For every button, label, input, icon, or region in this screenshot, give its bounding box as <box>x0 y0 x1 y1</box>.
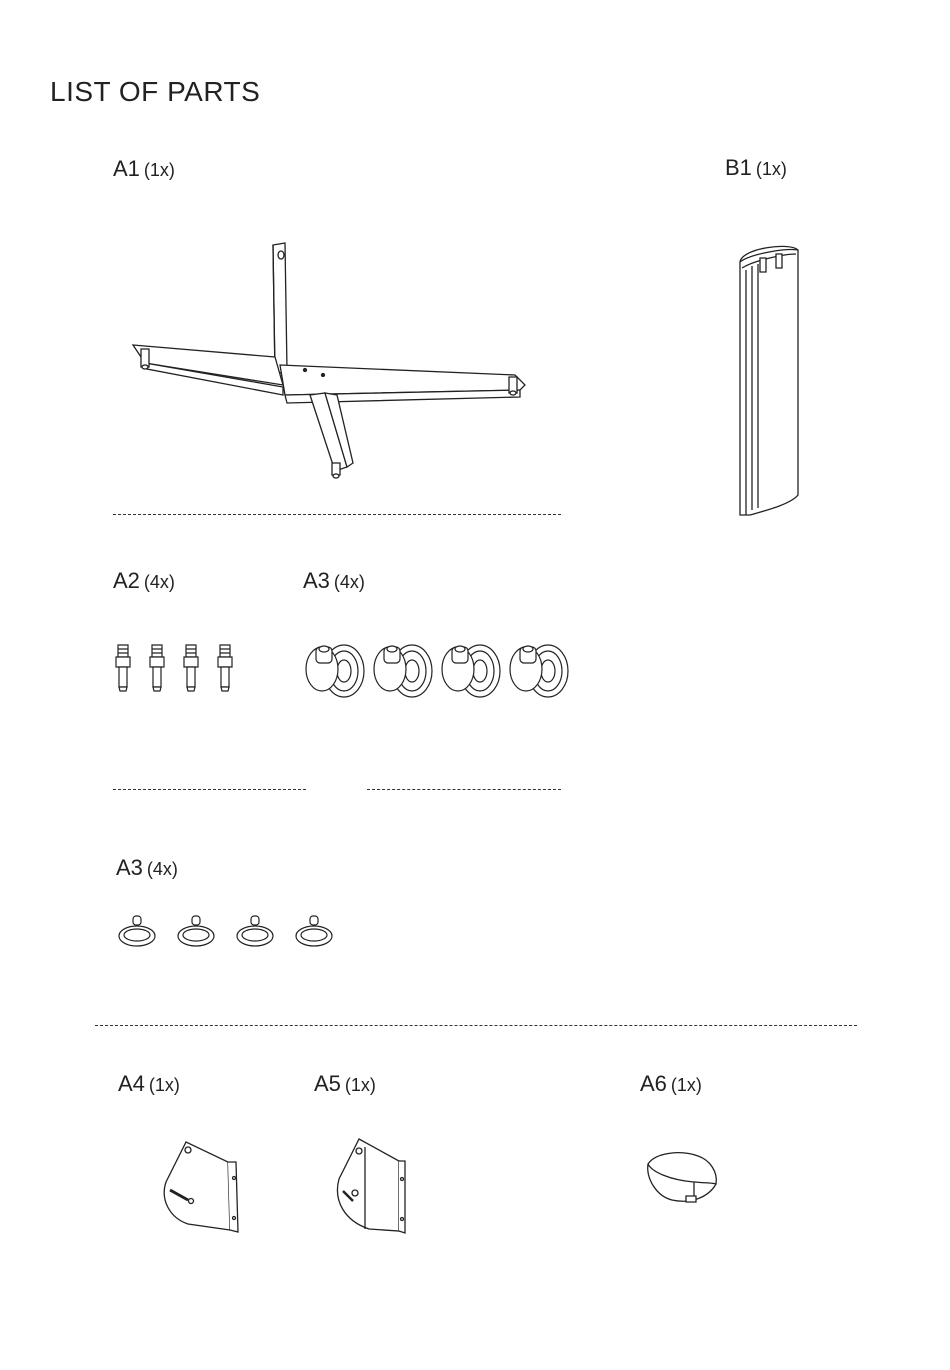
part-id: A6 <box>640 1071 667 1096</box>
caster-wheel <box>442 645 500 697</box>
bolt <box>116 645 130 691</box>
page-title: LIST OF PARTS <box>50 76 261 107</box>
bolt <box>184 645 198 691</box>
caster-wheel <box>306 645 364 697</box>
part-id: B1 <box>725 155 752 180</box>
part-qty: (4x) <box>333 572 365 592</box>
divider <box>113 789 306 790</box>
part-id: A2 <box>113 568 140 593</box>
part-a3-casters-illustration <box>300 635 575 700</box>
part-qty: (1x) <box>670 1075 702 1095</box>
part-id: A3 <box>116 855 143 880</box>
part-qty: (1x) <box>143 160 175 180</box>
part-a2-bolts-illustration <box>110 640 245 695</box>
part-label-a5 <box>314 1071 376 1097</box>
bolt <box>150 645 164 691</box>
part-qty: (1x) <box>344 1075 376 1095</box>
part-b1-column-illustration <box>730 240 810 520</box>
part-id: A3 <box>303 568 330 593</box>
part-id: A4 <box>118 1071 145 1096</box>
part-label-a2 <box>113 568 175 594</box>
glide <box>237 916 273 946</box>
part-label-a3-glides <box>116 855 178 881</box>
part-a5-bracket-illustration <box>325 1135 410 1240</box>
part-a4-bracket-illustration <box>158 1138 243 1238</box>
part-label-b1 <box>725 155 787 181</box>
part-label-a3 <box>303 568 365 594</box>
divider <box>367 789 561 790</box>
part-a1-base-illustration <box>125 235 535 485</box>
caster-wheel <box>510 645 568 697</box>
glide <box>296 916 332 946</box>
part-qty: (1x) <box>755 159 787 179</box>
bolt <box>218 645 232 691</box>
part-qty: (4x) <box>146 859 178 879</box>
caster-wheel <box>374 645 432 697</box>
part-id: A1 <box>113 156 140 181</box>
part-label-a4 <box>118 1071 180 1097</box>
part-a3-glides-illustration <box>115 912 340 952</box>
part-id: A5 <box>314 1071 341 1096</box>
part-qty: (1x) <box>148 1075 180 1095</box>
divider <box>113 514 561 515</box>
glide <box>119 916 155 946</box>
glide <box>178 916 214 946</box>
part-label-a6 <box>640 1071 702 1097</box>
divider <box>95 1025 857 1026</box>
part-a6-cap-illustration <box>642 1148 722 1208</box>
part-qty: (4x) <box>143 572 175 592</box>
part-label-a1 <box>113 156 175 182</box>
